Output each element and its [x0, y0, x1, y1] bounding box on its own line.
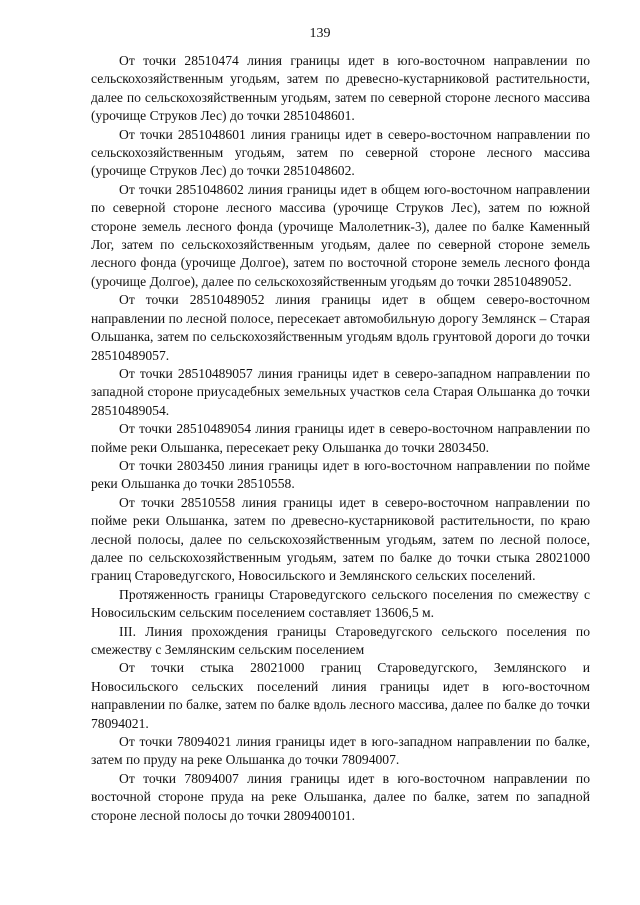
- paragraph: От точки 78094007 линия границы идет в юго-восточном направлении по восточной стороне пруда на реке Ольшанка, далее по балке, затем по западной стороне лесной полосы до точки 2809400101.: [91, 770, 590, 823]
- paragraph: От точки 28510489052 линия границы идет в общем северо-восточном направлении по лесной полосе, пересекает автомобильную дорогу Землянск – Старая Ольшанка, затем по сельскохозяйственным угодьям вдоль грунтовой дороги до точки 28510489057.: [91, 292, 590, 363]
- paragraph: От точки 28510558 линия границы идет в северо-восточном направлении по пойме реки Ольшанка, затем по древесно-кустарниковой растительности, по краю лесной полосы, далее по сельскохозяйственным угодьям, затем по лесной полосе, далее по сельскохозяйственным угодьям, затем по балке до точки стыка 28021000 границ Староведугского, Новосильского и Землянского сельских поселений.: [91, 494, 590, 584]
- paragraph: От точки 78094021 линия границы идет в юго-западном направлении по балке, затем по пруду на реке Ольшанка до точки 78094007.: [91, 734, 590, 768]
- paragraph: От точки 28510489054 линия границы идет в северо-восточном направлении по пойме реки Ольшанка, пересекает реку Ольшанка до точки 2803450.: [91, 421, 590, 455]
- document-body: [91, 52, 590, 825]
- section-heading: III. Линия прохождения границы Староведугского сельского поселения по смежеству с Землянским сельским поселением: [91, 623, 590, 657]
- paragraph: Протяженность границы Староведугского сельского поселения по смежеству с Новосильским сельским поселением составляет 13606,5 м.: [91, 586, 590, 621]
- page-number: 139: [309, 26, 331, 41]
- paragraph: От точки 2851048601 линия границы идет в северо-восточном направлении по сельскохозяйственным угодьям, затем по северной стороне лесного массива (урочище Струков Лес) до точки 2851048602.: [91, 126, 590, 179]
- paragraph: От точки 2851048602 линия границы идет в общем юго-восточном направлении по северной стороне лесного массива (урочище Струков Лес), затем по южной стороне земель лесного фонда (урочище Малолетник-3), далее по балке Каменный Лог, затем по сельскохозяйственным угодьям, далее по северной стороне земель лесного фонда (урочище Долгое), затем по восточной стороне земель лесного фонда (урочище Долгое), далее по сельскохозяйственным угодьям до точки 28510489052.: [91, 181, 590, 289]
- paragraph: От точки 28510489057 линия границы идет в северо-западном направлении по западной стороне приусадебных земельных участков села Старая Ольшанка до точки 28510489054.: [91, 365, 590, 418]
- paragraph: От точки 28510474 линия границы идет в юго-восточном направлении по сельскохозяйственным угодьям, затем по древесно-кустарниковой растительности, далее по сельскохозяйственным угодьям, затем по северной стороне лесного массива (урочище Струков Лес) до точки 2851048601.: [91, 53, 590, 124]
- paragraph: От точки стыка 28021000 границ Староведугского, Землянского и Новосильского сельских поселений линия границы идет в юго-восточном направлении по балке, затем по балке вдоль лесного массива, далее по балке до точки 78094021.: [91, 660, 590, 731]
- paragraph: От точки 2803450 линия границы идет в юго-восточном направлении по пойме реки Ольшанка до точки 28510558.: [91, 457, 590, 492]
